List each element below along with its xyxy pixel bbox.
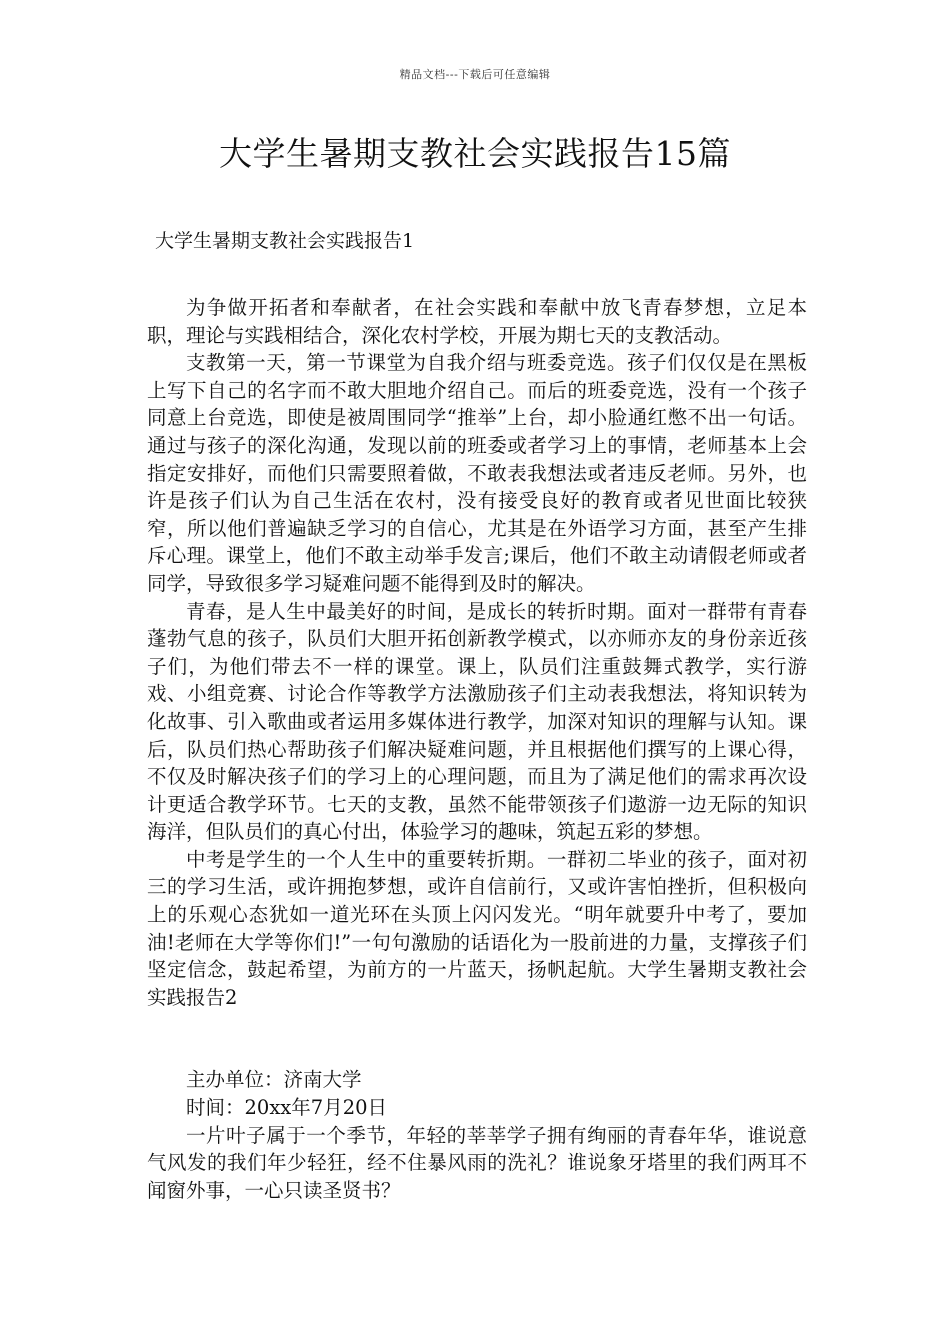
paragraph: 青春，是人生中最美好的时间，是成长的转折时期。面对一群带有青春蓬勃气息的孩子，队员们大胆开拓创新教学模式，以亦师亦友的身份亲近孩子们，为他们带去不一样的课堂。课上，队员们注重鼓舞式教学，实行游戏、小组竞赛、讨论合作等教学方法激励孩子们主动表我想法，将知识转为化故事、引入歌曲或者运用多媒体进行教学，加深对知识的理解与认知。课后，队员们热心帮助孩子们解决疑难问题，并且根据他们撰写的上课心得，不仅及时解决孩子们的学习上的心理问题，而且为了满足他们的需求再次设计更适合教学环节。七天的支教，虽然不能带领孩子们遨游一边无际的知识海洋，但队员们的真心付出，体验学习的趣味，筑起五彩的梦想。	[147, 599, 807, 844]
date-line: 时间：20xx年7月20日	[186, 1096, 388, 1120]
document-body	[147, 294, 807, 1204]
header-note: 精品文档---下载后可任意编辑	[399, 68, 551, 81]
organizer-line: 主办单位：济南大学	[186, 1068, 362, 1092]
paragraph: 一片叶子属于一个季节，年轻的莘莘学子拥有绚丽的青春年华，谁说意气风发的我们年少轻狂，经不住暴风雨的洗礼？谁说象牙塔里的我们两耳不闻窗外事，一心只读圣贤书？	[147, 1123, 807, 1202]
paragraph-gap	[147, 1011, 807, 1066]
paragraph: 为争做开拓者和奉献者，在社会实践和奉献中放飞青春梦想，立足本职，理论与实践相结合，深化农村学校，开展为期七天的支教活动。	[147, 296, 807, 347]
document-title: 大学生暑期支教社会实践报告15篇	[219, 134, 731, 173]
paragraph: 中考是学生的一个人生中的重要转折期。一群初二毕业的孩子，面对初三的学习生活，或许拥抱梦想，或许自信前行，又或许害怕挫折，但积极向上的乐观心态犹如一道光环在头顶上闪闪发光。“明年就要升中考了，要加油!老师在大学等你们!”一句句激励的话语化为一股前进的力量，支撑孩子们坚定信念，鼓起希望，为前方的一片蓝天，扬帆起航。大学生暑期支教社会实践报告2	[147, 847, 807, 1009]
paragraph: 支教第一天，第一节课堂为自我介绍与班委竞选。孩子们仅仅是在黑板上写下自己的名字而不敢大胆地介绍自己。而后的班委竞选，没有一个孩子同意上台竞选，即使是被周围同学“推举”上台，却小脸通红憋不出一句话。通过与孩子的深化沟通，发现以前的班委或者学习上的事情，老师基本上会指定安排好，而他们只需要照着做，不敢表我想法或者违反老师。另外，也许是孩子们认为自己生活在农村，没有接受良好的教育或者见世面比较狭窄，所以他们普遍缺乏学习的自信心，尤其是在外语学习方面，甚至产生排斥心理。课堂上，他们不敢主动举手发言;课后，他们不敢主动请假老师或者同学，导致很多学习疑难问题不能得到及时的解决。	[147, 351, 807, 595]
section-title: 大学生暑期支教社会实践报告1	[155, 230, 415, 252]
